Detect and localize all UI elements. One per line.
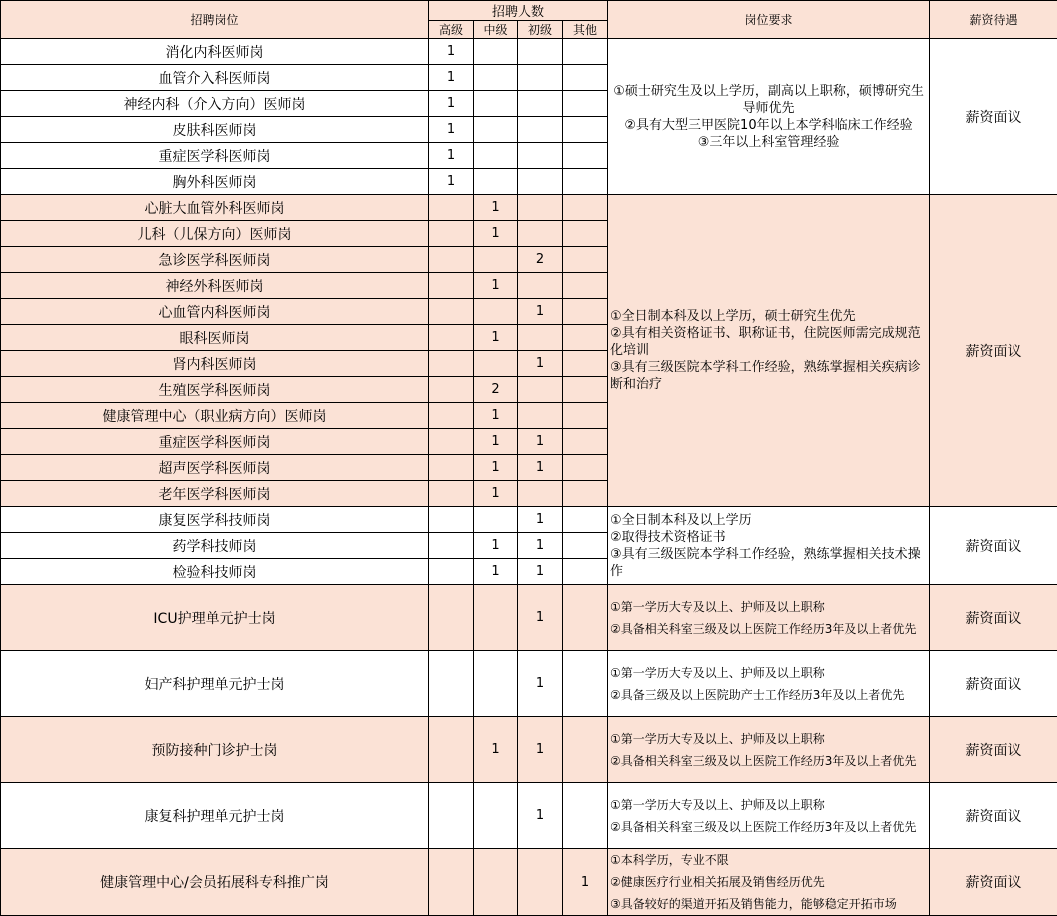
row-senior [429, 559, 474, 585]
row-junior [518, 325, 563, 351]
row-middle: 1 [474, 455, 518, 481]
row-other [563, 717, 608, 783]
row-middle [474, 783, 518, 849]
row-junior [518, 143, 563, 169]
requirement-line: ①第一学历大专及以上、护师及以上职称 [610, 599, 825, 614]
row-position: 生殖医学科医师岗 [1, 377, 429, 403]
row-other [563, 273, 608, 299]
group-salary: 薪资面议 [930, 849, 1057, 916]
requirement-line: ①全日制本科及以上学历，硕士研究生优先 [610, 309, 856, 324]
requirement-line: ③具有三级医院本学科工作经验，熟练掌握相关技术操作 [610, 546, 921, 579]
row-middle [474, 65, 518, 91]
row-senior [429, 247, 474, 273]
requirement-line: ①第一学历大专及以上、护师及以上职称 [610, 731, 825, 746]
row-senior [429, 273, 474, 299]
group-requirements [608, 195, 930, 507]
requirement-line: ①硕士研究生及以上学历，副高以上职称，硕博研究生导师优先 [613, 83, 924, 116]
row-other [563, 351, 608, 377]
header-senior: 高级 [429, 21, 474, 39]
row-position: 康复科护理单元护士岗 [1, 783, 429, 849]
row-position: 重症医学科医师岗 [1, 429, 429, 455]
header-position: 招聘岗位 [1, 1, 429, 39]
requirement-line: ③三年以上科室管理经验 [697, 134, 840, 150]
row-senior: 1 [429, 91, 474, 117]
row-senior [429, 221, 474, 247]
row-position: 心脏大血管外科医师岗 [1, 195, 429, 221]
row-other [563, 651, 608, 717]
row-junior [518, 221, 563, 247]
row-position: 血管介入科医师岗 [1, 65, 429, 91]
row-junior: 1 [518, 351, 563, 377]
row-junior: 1 [518, 783, 563, 849]
row-middle [474, 585, 518, 651]
row-middle: 1 [474, 429, 518, 455]
requirement-line: ②具备相关科室三级及以上医院工作经历3年及以上者优先 [610, 819, 917, 834]
row-senior [429, 717, 474, 783]
row-senior [429, 351, 474, 377]
row-position: 肾内科医师岗 [1, 351, 429, 377]
header-junior: 初级 [518, 21, 563, 39]
row-senior: 1 [429, 169, 474, 195]
row-position: 超声医学科医师岗 [1, 455, 429, 481]
row-senior: 1 [429, 117, 474, 143]
row-position: 神经内科（介入方向）医师岗 [1, 91, 429, 117]
row-middle [474, 849, 518, 916]
row-junior [518, 169, 563, 195]
row-position: 眼科医师岗 [1, 325, 429, 351]
row-middle: 1 [474, 195, 518, 221]
row-junior: 1 [518, 559, 563, 585]
row-other [563, 559, 608, 585]
row-other [563, 403, 608, 429]
row-middle: 1 [474, 717, 518, 783]
row-other [563, 195, 608, 221]
row-position: 消化内科医师岗 [1, 39, 429, 65]
requirement-line: ①第一学历大专及以上、护师及以上职称 [610, 665, 825, 680]
row-position: 胸外科医师岗 [1, 169, 429, 195]
row-other [563, 455, 608, 481]
header-count-group: 招聘人数 [429, 1, 608, 21]
row-senior [429, 195, 474, 221]
requirement-line: ①全日制本科及以上学历 [610, 512, 752, 528]
row-senior [429, 849, 474, 916]
group-salary: 薪资面议 [930, 717, 1057, 783]
row-position: ICU护理单元护士岗 [1, 585, 429, 651]
row-other [563, 533, 608, 559]
row-middle [474, 91, 518, 117]
row-senior: 1 [429, 143, 474, 169]
row-middle [474, 117, 518, 143]
row-middle [474, 299, 518, 325]
row-senior: 1 [429, 65, 474, 91]
row-other [563, 143, 608, 169]
row-middle [474, 143, 518, 169]
requirement-line: ②具有大型三甲医院10年以上本学科临床工作经验 [624, 117, 913, 133]
header-salary: 薪资待遇 [930, 1, 1057, 39]
row-junior [518, 273, 563, 299]
requirement-line: ①本科学历，专业不限 [610, 853, 729, 867]
row-junior [518, 377, 563, 403]
row-other [563, 481, 608, 507]
row-junior: 1 [518, 717, 563, 783]
group-salary: 薪资面议 [930, 651, 1057, 717]
row-position: 心血管内科医师岗 [1, 299, 429, 325]
row-other [563, 65, 608, 91]
group-requirements [608, 585, 930, 651]
row-position: 儿科（儿保方向）医师岗 [1, 221, 429, 247]
group-salary: 薪资面议 [930, 195, 1057, 507]
row-junior [518, 403, 563, 429]
requirement-line: ③具备较好的渠道开拓及销售能力，能够稳定开拓市场 [610, 897, 897, 911]
row-junior: 1 [518, 507, 563, 533]
row-middle [474, 169, 518, 195]
row-position: 检验科技师岗 [1, 559, 429, 585]
group-requirements [608, 507, 930, 585]
row-position: 急诊医学科医师岗 [1, 247, 429, 273]
row-junior [518, 195, 563, 221]
row-senior [429, 403, 474, 429]
row-position: 神经外科医师岗 [1, 273, 429, 299]
row-senior [429, 299, 474, 325]
row-senior [429, 429, 474, 455]
row-senior [429, 481, 474, 507]
row-other [563, 585, 608, 651]
row-other [563, 507, 608, 533]
requirement-line: ②健康医疗行业相关拓展及销售经历优先 [610, 875, 825, 889]
row-position: 妇产科护理单元护士岗 [1, 651, 429, 717]
row-other [563, 783, 608, 849]
row-middle: 1 [474, 559, 518, 585]
group-salary: 薪资面议 [930, 585, 1057, 651]
row-senior [429, 651, 474, 717]
row-senior [429, 533, 474, 559]
row-other: 1 [563, 849, 608, 916]
group-salary: 薪资面议 [930, 783, 1057, 849]
row-senior: 1 [429, 39, 474, 65]
row-middle: 1 [474, 221, 518, 247]
row-other [563, 377, 608, 403]
row-middle [474, 651, 518, 717]
row-other [563, 169, 608, 195]
row-position: 健康管理中心/会员拓展科专科推广岗 [1, 849, 429, 916]
row-position: 健康管理中心（职业病方向）医师岗 [1, 403, 429, 429]
row-middle [474, 247, 518, 273]
row-junior [518, 849, 563, 916]
requirement-line: ②取得技术资格证书 [610, 529, 726, 545]
row-senior [429, 507, 474, 533]
row-junior: 1 [518, 585, 563, 651]
row-senior [429, 325, 474, 351]
row-position: 重症医学科医师岗 [1, 143, 429, 169]
header-requirements: 岗位要求 [608, 1, 930, 39]
row-middle: 1 [474, 533, 518, 559]
row-position: 老年医学科医师岗 [1, 481, 429, 507]
row-junior [518, 39, 563, 65]
row-junior: 2 [518, 247, 563, 273]
row-junior [518, 481, 563, 507]
row-middle: 1 [474, 481, 518, 507]
row-other [563, 429, 608, 455]
row-senior [429, 783, 474, 849]
row-other [563, 39, 608, 65]
group-salary: 薪资面议 [930, 507, 1057, 585]
row-middle [474, 507, 518, 533]
requirement-line: ①第一学历大专及以上、护师及以上职称 [610, 797, 825, 812]
row-position: 药学科技师岗 [1, 533, 429, 559]
group-requirements [608, 717, 930, 783]
row-junior [518, 65, 563, 91]
row-position: 康复医学科技师岗 [1, 507, 429, 533]
row-middle [474, 39, 518, 65]
row-position: 预防接种门诊护士岗 [1, 717, 429, 783]
row-other [563, 91, 608, 117]
row-junior [518, 117, 563, 143]
row-senior [429, 455, 474, 481]
row-junior [518, 91, 563, 117]
row-middle: 2 [474, 377, 518, 403]
row-middle: 1 [474, 325, 518, 351]
group-salary: 薪资面议 [930, 39, 1057, 195]
group-requirements [608, 849, 930, 916]
group-requirements [608, 783, 930, 849]
row-junior: 1 [518, 429, 563, 455]
row-senior [429, 377, 474, 403]
row-middle [474, 351, 518, 377]
header-other: 其他 [563, 21, 608, 39]
row-junior: 1 [518, 533, 563, 559]
row-senior [429, 585, 474, 651]
row-middle: 1 [474, 403, 518, 429]
row-other [563, 299, 608, 325]
row-other [563, 247, 608, 273]
requirement-line: ②具备三级及以上医院助产士工作经历3年及以上者优先 [610, 687, 905, 702]
row-junior: 1 [518, 651, 563, 717]
requirement-line: ②具有相关资格证书、职称证书，住院医师需完成规范化培训 [610, 326, 921, 358]
row-other [563, 325, 608, 351]
row-other [563, 221, 608, 247]
row-junior: 1 [518, 455, 563, 481]
row-position: 皮肤科医师岗 [1, 117, 429, 143]
row-middle: 1 [474, 273, 518, 299]
requirement-line: ③具有三级医院本学科工作经验，熟练掌握相关疾病诊断和治疗 [610, 360, 921, 392]
requirement-line: ②具备相关科室三级及以上医院工作经历3年及以上者优先 [610, 753, 917, 768]
header-middle: 中级 [474, 21, 518, 39]
row-other [563, 117, 608, 143]
row-junior: 1 [518, 299, 563, 325]
requirement-line: ②具备相关科室三级及以上医院工作经历3年及以上者优先 [610, 621, 917, 636]
group-requirements [608, 651, 930, 717]
group-requirements [608, 39, 930, 195]
